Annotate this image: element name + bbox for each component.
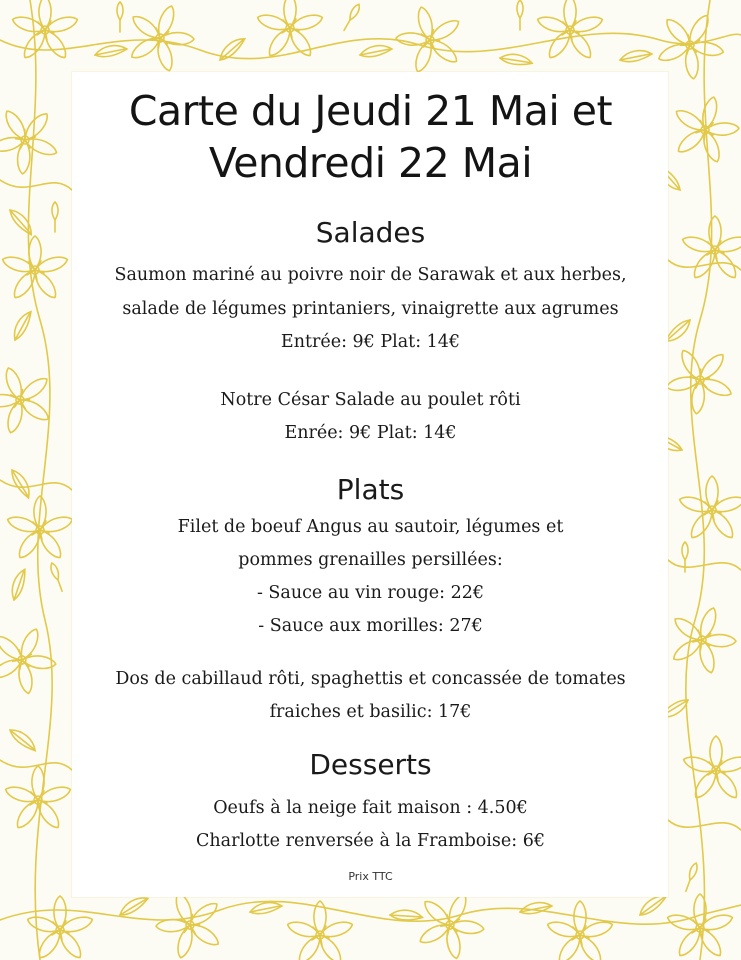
plat-2-description-line1: Dos de cabillaud rôti, spaghettis et concassée de tomates xyxy=(115,669,626,689)
footnote-prix-ttc: Prix TTC xyxy=(348,870,393,883)
dessert-2: Charlotte renversée à la Framboise: 6€ xyxy=(196,831,545,851)
salade-1-description-line1: Saumon mariné au poivre noir de Sarawak et aux herbes, xyxy=(114,265,627,285)
plat-1-option-1: - Sauce au vin rouge: 22€ xyxy=(256,583,485,603)
section-heading-desserts: Desserts xyxy=(309,748,432,781)
salade-1-description-line2: salade de légumes printaniers, vinaigrette aux agrumes xyxy=(122,299,619,319)
dessert-1: Oeufs à la neige fait maison : 4.50€ xyxy=(213,798,528,818)
plat-1-description-line2: pommes grenailles persillées: xyxy=(238,550,503,570)
salade-2-price: Enrée: 9€ Plat: 14€ xyxy=(284,423,457,443)
plat-1-option-2: - Sauce aux morilles: 27€ xyxy=(258,616,483,636)
salade-1-price: Entrée: 9€ Plat: 14€ xyxy=(280,332,461,352)
plat-2-description-line2: fraiches et basilic: 17€ xyxy=(269,702,472,722)
plat-1-description-line1: Filet de boeuf Angus au sautoir, légumes et xyxy=(177,517,564,537)
menu-title-line2: Vendredi 22 Mai xyxy=(208,139,533,187)
menu-title-line1: Carte du Jeudi 21 Mai et xyxy=(128,87,613,135)
salade-2-description: Notre César Salade au poulet rôti xyxy=(220,390,521,410)
section-heading-salades: Salades xyxy=(315,216,426,249)
section-heading-plats: Plats xyxy=(336,473,405,506)
